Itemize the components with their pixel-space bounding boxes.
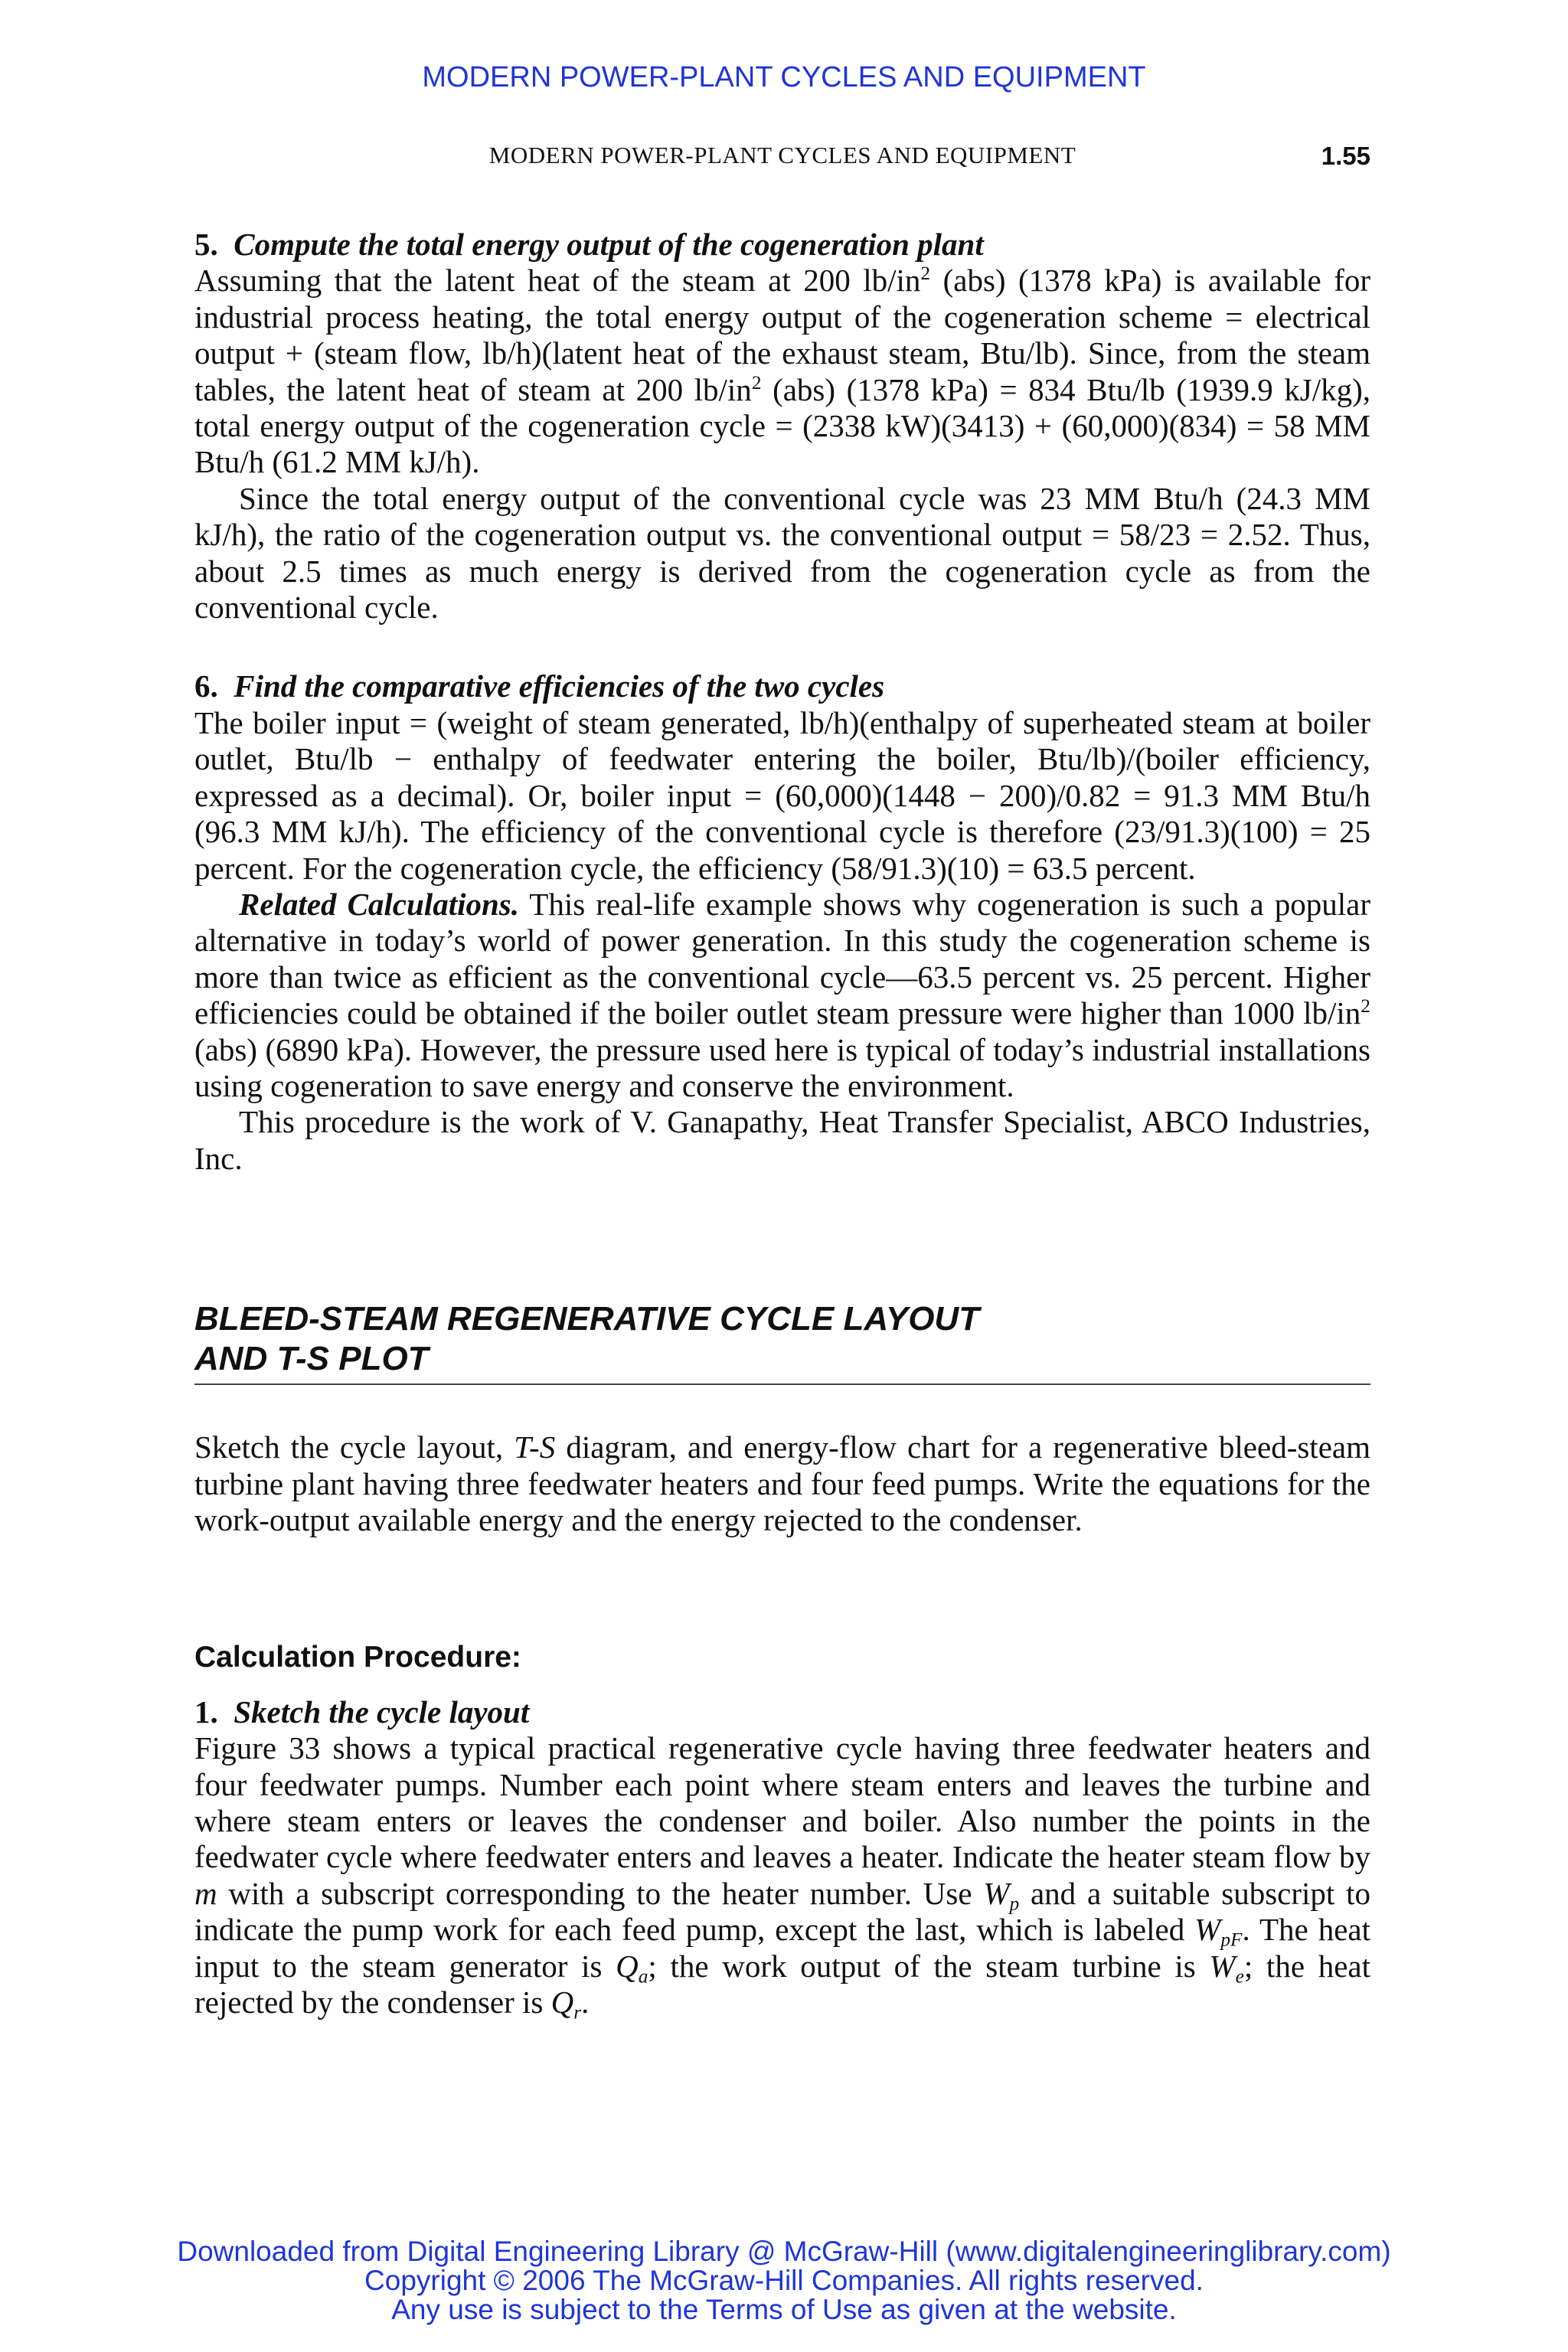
sub-pf: pF bbox=[1220, 1929, 1243, 1951]
var-w: W bbox=[1194, 1912, 1221, 1948]
step5-paragraph-1 bbox=[194, 263, 1370, 480]
superscript-2: 2 bbox=[751, 371, 762, 394]
var-q: Q bbox=[550, 1984, 574, 2020]
footer-copyright[interactable]: Copyright © 2006 The McGraw-Hill Companies. All rights reserved. bbox=[364, 2265, 1204, 2296]
footer-download-link[interactable]: Downloaded from Digital Engineering Library @ McGraw-Hill (www.digitalengineeringlibrary.com) bbox=[177, 2236, 1391, 2267]
step1-text-f: ; the heat rejected by the condenser is bbox=[194, 1948, 1370, 2020]
related-part-b: (abs) (6890 kPa). However, the pressure used here is typical of today’s industrial installations using cogeneration to save energy and conserve the environment. bbox=[194, 1031, 1370, 1103]
footer bbox=[0, 2237, 1568, 2324]
step1-text-e: ; the work output of the steam turbine is bbox=[648, 1948, 1210, 1984]
step1-paragraph bbox=[194, 1730, 1371, 2024]
intro-part-a: Sketch the cycle layout, bbox=[194, 1429, 514, 1465]
page-number: 1.55 bbox=[1321, 142, 1370, 170]
step1-number: 1. bbox=[194, 1694, 218, 1730]
calculation-procedure-heading: Calculation Procedure: bbox=[194, 1641, 521, 1674]
step1-title: Sketch the cycle layout bbox=[234, 1694, 530, 1730]
sub-p: p bbox=[1009, 1893, 1020, 1915]
superscript-2: 2 bbox=[1361, 995, 1370, 1017]
related-calculations-paragraph bbox=[194, 887, 1370, 1104]
footer-terms[interactable]: Any use is subject to the Terms of Use as given at the website. bbox=[391, 2294, 1177, 2325]
page-body bbox=[194, 227, 1371, 2024]
step5-p1-part-a: Assuming that the latent heat of the steam at 200 lb/in bbox=[194, 263, 921, 299]
step6-paragraph-1: The boiler input = (weight of steam generated, lb/h)(enthalpy of superheated steam at boiler outlet, Btu/lb − enthalpy of feedwater entering the boiler, Btu/lb)/(boiler efficiency, expressed as a decimal). Or, boiler input = (60,000)(1448 − 200)/0.82 = 91.3 MM Btu/h (96.3 MM kJ/h). The efficiency of the conventional cycle is therefore (23/91.3)(100) = 25 percent. For the cogeneration cycle, the efficiency (58/91.3)(10) = 63.5 percent. bbox=[194, 704, 1370, 886]
sub-e: e bbox=[1235, 1965, 1244, 1988]
step5-p1-part-c: (abs) (1378 kPa) = 834 Btu/lb (1939.9 kJ/kg), total energy output of the cogeneration cycle = (2338 kW)(3413) + (60,000)(834) = 58 MM Btu/h (61.2 MM kJ/h). bbox=[194, 371, 1370, 480]
step5-p1-part-b: (abs) (1378 kPa) is available for industrial process heating, the total energy output of the cogeneration scheme = electrical output + (steam flow, lb/h)(latent heat of the exhaust steam, Btu/lb). Since, from the steam tables, the latent heat of steam at 200 lb/in bbox=[194, 263, 1370, 407]
section-title bbox=[194, 1299, 1370, 1385]
var-w: W bbox=[1209, 1948, 1236, 1984]
step1-text-c: and a suitable subscript to indicate the pump work for each feed pump, except the last, which is labeled bbox=[194, 1875, 1371, 1948]
intro-part-b: diagram, and energy-flow chart for a regenerative bleed-steam turbine plant having three feedwater heaters and four feed pumps. Write the equations for the work-output available energy and the energy rejected to the condenser. bbox=[194, 1429, 1370, 1537]
step5-number: 5. bbox=[194, 227, 218, 262]
running-head-title: MODERN POWER-PLANT CYCLES AND EQUIPMENT bbox=[488, 142, 1076, 168]
step6-number: 6. bbox=[194, 668, 218, 704]
sub-a: a bbox=[638, 1965, 648, 1988]
section-title-line1: BLEED-STEAM REGENERATIVE CYCLE LAYOUT bbox=[194, 1300, 980, 1338]
step1-text-a: Figure 33 shows a typical practical regenerative cycle having three feedwater heaters and four feedwater pumps. Number each point where steam enters and leaves the turbine and where steam enters or leaves the condenser and boiler. Also number the points in the feedwater cycle where feedwater enters and leaves a heater. Indicate the heater steam flow by bbox=[194, 1730, 1370, 1875]
step5-title: Compute the total energy output of the cogeneration plant bbox=[234, 227, 984, 262]
var-m: m bbox=[194, 1875, 217, 1911]
section-intro bbox=[194, 1429, 1370, 1538]
var-q: Q bbox=[616, 1948, 639, 1984]
step1-text-g: . bbox=[581, 1984, 590, 2020]
top-banner-link[interactable]: MODERN POWER-PLANT CYCLES AND EQUIPMENT bbox=[422, 61, 1146, 93]
step6-title: Find the comparative efficiencies of the two cycles bbox=[234, 668, 885, 704]
step6-heading bbox=[194, 668, 1370, 704]
step5-heading bbox=[194, 227, 1370, 263]
step1-heading bbox=[194, 1694, 1370, 1730]
running-head bbox=[194, 142, 1370, 180]
superscript-2: 2 bbox=[920, 263, 931, 285]
related-calculations-label: Related Calculations. bbox=[239, 886, 519, 922]
var-w: W bbox=[983, 1875, 1010, 1911]
credit-paragraph: This procedure is the work of V. Ganapathy, Heat Transfer Specialist, ABCO Industries, Inc. bbox=[194, 1104, 1370, 1176]
related-part-a: This real-life example shows why cogeneration is such a popular alternative in today’s world of power generation. In this study the cogeneration scheme is more than twice as efficient as the conventional cycle—63.5 percent vs. 25 percent. Higher efficiencies could be obtained if the boiler outlet steam pressure were higher than 1000 lb/in bbox=[194, 886, 1370, 1031]
sub-r: r bbox=[573, 2001, 582, 2024]
step5-paragraph-2: Since the total energy output of the conventional cycle was 23 MM Btu/h (24.3 MM kJ/h), the ratio of the cogeneration output vs. the conventional output = 58/23 = 2.52. Thus, about 2.5 times as much energy is derived from the cogeneration cycle as from the conventional cycle. bbox=[194, 480, 1370, 626]
section-title-line2: AND T-S PLOT bbox=[194, 1340, 429, 1378]
step1-text-d: . The heat input to the steam generator is bbox=[194, 1912, 1370, 1984]
step1-text-b: with a subscript corresponding to the heater number. Use bbox=[217, 1875, 984, 1911]
ts-label: T-S bbox=[514, 1429, 556, 1465]
